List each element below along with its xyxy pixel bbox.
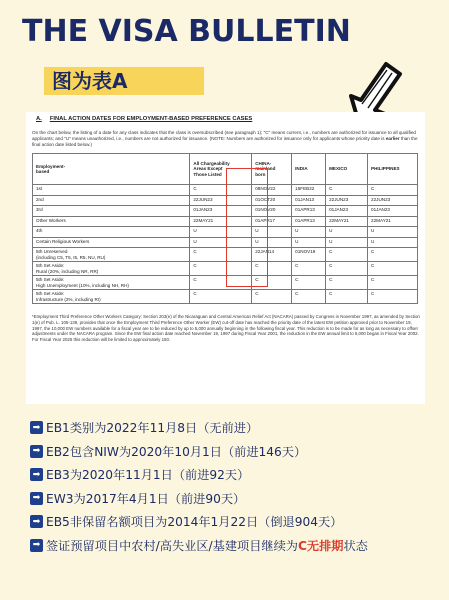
- table-cell: 22JAN14: [252, 248, 292, 262]
- doc-intro-part1: On the chart below, the listing of a date for any class indicates that the class is oversubscribed (see paragraph 1); "C" means current, i.e., numbers are authorized for issuance to all qualified applicants; and "U" means unauthorized, i.e., numbers are not authorized for issuance. (NOTE: Numbers are authorized for issuance only for applicants whose priority date is: [32, 130, 416, 141]
- bullet-text: EB5非保留名额项目为2014年1月22日（倒退904天）: [46, 515, 343, 530]
- table-cell: C: [326, 276, 368, 290]
- doc-section-letter: A.: [36, 116, 42, 122]
- doc-heading: [36, 116, 419, 122]
- bullet-text: EB2包含NIW为2020年10月1日（前进146天）: [46, 444, 307, 459]
- table-cell: 3rd: [33, 206, 190, 217]
- table-row: [33, 227, 418, 238]
- table-cell: 01JAN23: [326, 206, 368, 217]
- table-cell: U: [368, 237, 418, 248]
- bullet-item: [30, 510, 440, 534]
- table-header-cell: Employment- based: [33, 154, 190, 185]
- table-header-cell: CHINA- mainland born: [252, 154, 292, 185]
- table-cell: U: [326, 237, 368, 248]
- table-cell: C: [292, 276, 326, 290]
- table-row: [33, 237, 418, 248]
- table-cell: C: [292, 262, 326, 276]
- table-cell: Other Workers: [33, 216, 190, 227]
- bullet-text: EW3为2017年4月1日（前进90天）: [46, 491, 246, 506]
- bullet-text: EB3为2020年11月1日（前进92天）: [46, 468, 250, 483]
- table-cell: U: [368, 227, 418, 238]
- table-cell: C: [326, 262, 368, 276]
- doc-intro: [32, 130, 420, 148]
- bullet-list: [30, 416, 440, 557]
- doc-heading-text: FINAL ACTION DATES FOR EMPLOYMENT-BASED PREFERENCE CASES: [49, 116, 253, 122]
- table-cell: C: [292, 290, 326, 304]
- table-cell: C: [190, 262, 252, 276]
- table-cell: 01JAN23: [190, 206, 252, 217]
- bullet-text: 签证预留项目中农村/高失业区/基建项目继续为: [46, 538, 298, 553]
- table-cell: 22MAY21: [326, 216, 368, 227]
- table-row: [33, 206, 418, 217]
- table-cell: 22JUN23: [368, 195, 418, 206]
- table-cell: C: [190, 248, 252, 262]
- table-cell: 22JUN23: [190, 195, 252, 206]
- table-cell: C: [326, 185, 368, 196]
- subtitle: 图为表A: [52, 69, 128, 93]
- table-cell: 01APR13: [292, 216, 326, 227]
- doc-intro-part2: than the final action date listed below.): [32, 136, 418, 147]
- table-cell: 2nd: [33, 195, 190, 206]
- table-cell: C: [190, 185, 252, 196]
- table-row: [33, 216, 418, 227]
- table-row: [33, 248, 418, 262]
- table-cell: 01APR13: [292, 206, 326, 217]
- right-arrow-box-icon: ➡: [30, 539, 43, 552]
- table-cell: 15FEB22: [292, 185, 326, 196]
- table-cell: C: [326, 248, 368, 262]
- bullet-item: [30, 440, 440, 464]
- bullet-accent-text: C无排期: [297, 538, 344, 553]
- table-cell: 4th: [33, 227, 190, 238]
- table-body: [33, 185, 418, 304]
- table-cell: C: [368, 290, 418, 304]
- table-cell: 22MAY21: [190, 216, 252, 227]
- table-row: [33, 185, 418, 196]
- table-cell: 01OCT20: [252, 195, 292, 206]
- bullet-item: [30, 534, 440, 558]
- table-cell: U: [292, 227, 326, 238]
- table-cell: C: [326, 290, 368, 304]
- table-cell: Certain Religious Workers: [33, 237, 190, 248]
- table-header-cell: MEXICO: [326, 154, 368, 185]
- table-cell: U: [292, 237, 326, 248]
- table-cell: C: [190, 276, 252, 290]
- table-cell: 22JUN23: [326, 195, 368, 206]
- table-cell: C: [368, 276, 418, 290]
- table-header-cell: PHILIPPINES: [368, 154, 418, 185]
- table-cell: U: [326, 227, 368, 238]
- table-cell: U: [190, 237, 252, 248]
- table-cell: U: [190, 227, 252, 238]
- right-arrow-box-icon: ➡: [30, 421, 43, 434]
- table-row: [33, 195, 418, 206]
- table-cell: U: [252, 237, 292, 248]
- table-cell: 01JAN13: [292, 195, 326, 206]
- bullet-tail-text: 状态: [343, 538, 368, 553]
- table-cell: 22MAY21: [368, 216, 418, 227]
- table-cell: C: [368, 262, 418, 276]
- doc-intro-bold: earlier: [385, 136, 400, 141]
- right-arrow-box-icon: ➡: [30, 515, 43, 528]
- final-action-dates-table: [32, 153, 418, 304]
- table-cell: C: [252, 276, 292, 290]
- doc-footnote: *Employment Third Preference Other Workers Category: Section 203(e) of the Nicaraguan and Central American Relief Act (NACARA) passed by Congress in November 1997, as amended by Section 1(e) of Pub. L. 105-139, provides that once the Employment Third Preference Other Worker (EW) cut-off date has reached the priority date of the latest EW petition approved prior to November 19, 1997, the 10,000 EW numbers available for a fiscal year are to be reduced by up to 5,000 annually beginning in the following fiscal year. This reduction is to be made for as long as necessary to offset adjustments under the NACARA program. Since the EW final action date reached November 19, 1997 during Fiscal Year 2001, the reduction in the EW annual limit to 5,000 began in Fiscal Year 2002. For Fiscal Year 2025 this reduction will be limited to approximately 150.: [32, 314, 420, 343]
- bullet-item: [30, 487, 440, 511]
- table-cell: C: [368, 248, 418, 262]
- table-cell: 01NOV19: [292, 248, 326, 262]
- right-arrow-box-icon: ➡: [30, 492, 43, 505]
- table-cell: 5th Set Aside: High Unemployment (10%, including NH, RH): [33, 276, 190, 290]
- table-cell: 5th Set Aside: Infrastructure (2%, including RI): [33, 290, 190, 304]
- table-cell: 5th Set Aside: Rural (20%, including NR, RR): [33, 262, 190, 276]
- table-header-cell: INDIA: [292, 154, 326, 185]
- table-row: [33, 262, 418, 276]
- table-cell: C: [252, 262, 292, 276]
- bullet-item: [30, 463, 440, 487]
- table-cell: 01NOV20: [252, 206, 292, 217]
- table-row: [33, 290, 418, 304]
- table-header-row: [33, 154, 418, 185]
- table-cell: C: [252, 290, 292, 304]
- table-row: [33, 276, 418, 290]
- table-cell: U: [252, 227, 292, 238]
- bullet-item: [30, 416, 440, 440]
- table-cell: 01APR17: [252, 216, 292, 227]
- table-cell: 01JAN23: [368, 206, 418, 217]
- page-title: THE VISA BULLETIN: [22, 14, 351, 49]
- table-header-cell: All Chargeability Areas Except Those Listed: [190, 154, 252, 185]
- table-cell: C: [190, 290, 252, 304]
- table-cell: 5th Unreserved (including C5, T5, I5, R5, NU, RU): [33, 248, 190, 262]
- bullet-text: EB1类别为2022年11月8日（无前进）: [46, 421, 259, 436]
- table-cell: 08NOV22: [252, 185, 292, 196]
- table-cell: 1st: [33, 185, 190, 196]
- china-column-highlight: [226, 168, 268, 287]
- right-arrow-box-icon: ➡: [30, 468, 43, 481]
- right-arrow-box-icon: ➡: [30, 445, 43, 458]
- table-cell: C: [368, 185, 418, 196]
